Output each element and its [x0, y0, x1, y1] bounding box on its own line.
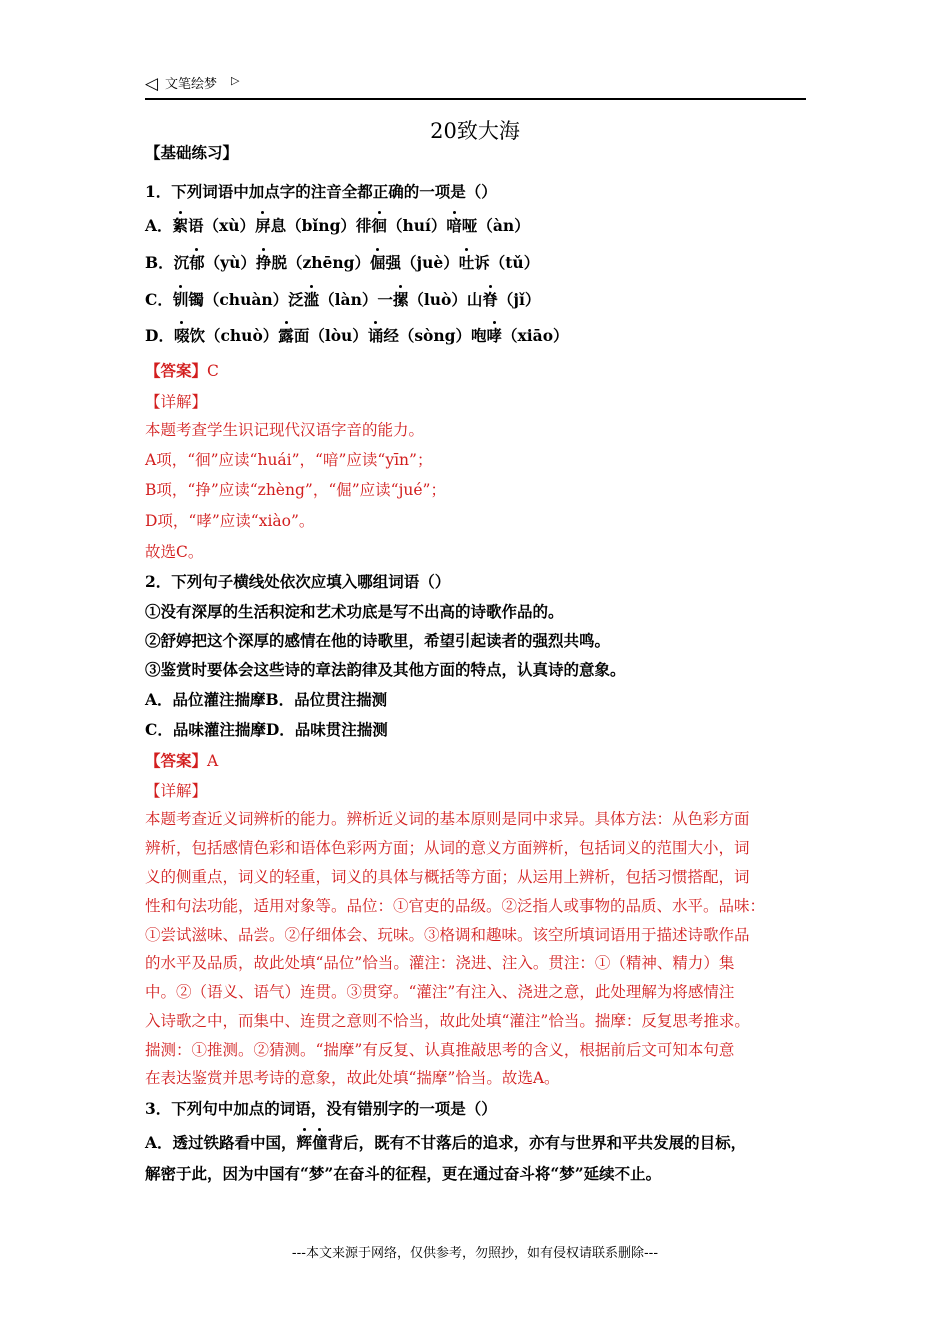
q1-answer [145, 360, 219, 382]
option-text: （jǐ） [497, 290, 541, 309]
dotted-char: 倔 [369, 253, 386, 272]
q2-sentence-3: ③鉴赏时要体会这些诗的章法韵律及其他方面的特点，认真诗的意象。 [145, 660, 626, 679]
option-label: B． [145, 253, 174, 272]
page-title: 20致大海 [430, 119, 520, 143]
q3-option-a-post: 背后，既有不甘落后的追求，亦有与世界和平共发展的目标， [327, 1133, 747, 1152]
option-text: （yù） [204, 253, 256, 272]
q1-option-d [145, 325, 569, 347]
q1-explanation-1: 本题考查学生识记现代汉语字音的能力。 [145, 421, 425, 439]
q2-sentence-1: ①没有深厚的生活积淀和艺术功底是写不出高的诗歌作品的。 [145, 602, 564, 621]
option-text: （xiāo） [502, 326, 569, 345]
header-brand: 文笔绘梦 [165, 77, 218, 92]
option-text: 息（bǐng）徘 [270, 216, 372, 235]
q2-explanation-line-7: 中。②（语义、语气）连贯。③贯穿。“灌注”有注入、浇进之意，此处理解为将感情注 [145, 983, 735, 1001]
q3-option-a-pre: A．透过铁路看中国， [145, 1133, 297, 1152]
dotted-char: 滥 [303, 290, 320, 309]
q1-explanation-5: 故选C。 [145, 543, 204, 561]
q2-answer-label: 【答案】 [145, 751, 208, 770]
option-text: 语（xù） [188, 216, 256, 235]
option-text: （làn）一 [319, 290, 393, 309]
q2-sentence-2: ②舒婷把这个深厚的感情在他的诗歌里，希望引起读者的强烈共鸣。 [145, 631, 611, 650]
dotted-char: 摞 [392, 290, 409, 309]
q1-explanation-2: A项，“徊”应读“huái”，“喑”应读“yīn”； [145, 451, 433, 469]
q3-option-a-line-1 [145, 1132, 746, 1154]
option-label: C． [145, 290, 173, 309]
q2-answer [145, 750, 218, 772]
page-header [145, 74, 806, 100]
option-text: 脱（zhēng） [271, 253, 370, 272]
option-text: （luò）山 [408, 290, 483, 309]
left-triangle-icon: ◁ [145, 74, 159, 94]
option-text: 哑（àn） [461, 216, 530, 235]
q2-explanation-line-1: 本题考查近义词辨析的能力。辨析近义词的基本原则是同中求异。具体方法：从色彩方面 [145, 810, 750, 828]
dotted-char: 徊 [371, 216, 387, 235]
option-text: 面（lòu） [293, 326, 368, 345]
option-text: 沉 [173, 253, 190, 272]
dotted-char: 露 [278, 326, 294, 345]
dotted-char: 屏 [255, 216, 271, 235]
dotted-char: 啜 [173, 326, 190, 345]
option-text: 经（sòng）咆 [383, 326, 487, 345]
q2-explanation-line-9: 揣测：①推测。②猜测。“揣摩”有反复、认真推敲思考的含义，根据前后文可知本句意 [145, 1041, 735, 1059]
dotted-char: 吐 [458, 253, 475, 272]
option-text: 强（juè） [385, 253, 459, 272]
q1-explanation-4: D项，“哮”应读“xiào”。 [145, 512, 315, 530]
page-footer: ---本文来源于网络，仅供参考，勿照抄，如有侵权请联系删除--- [291, 1246, 659, 1261]
right-triangle-icon: ▷ [231, 74, 240, 87]
dotted-char: 哮 [486, 326, 503, 345]
q2-answer-value: A [207, 752, 219, 770]
q2-explanation-line-2: 辨析，包括感情色彩和语体色彩两方面；从词的意义方面辨析，包括词义的范围大小，词 [145, 839, 750, 857]
option-label: A． [145, 216, 173, 235]
q1-option-a [145, 215, 530, 237]
section-heading: 【基础练习】 [145, 143, 239, 162]
q2-stem: 2．下列句子横线处依次应填入哪组词语（） [145, 572, 451, 591]
dotted-char: 挣 [255, 253, 272, 272]
q2-explanation-line-4: 性和句法功能，适用对象等。品位：①官吏的品级。②泛指人或事物的品质、水平。品味： [145, 897, 766, 915]
dotted-char: 脊 [482, 290, 498, 309]
q3-option-a-line-2: 解密于此，因为中国有“梦”在奋斗的征程，更在通过奋斗将“梦”延续不止。 [145, 1164, 662, 1183]
q1-answer-label: 【答案】 [145, 361, 208, 380]
q2-explanation-line-5: ①尝试滋味、品尝。②仔细体会、玩味。③格调和趣味。该空所填词语用于描述诗歌作品 [145, 926, 750, 944]
dotted-char: 钏 [172, 290, 189, 309]
q1-stem: 1．下列词语中加点字的注音全都正确的一项是（） [145, 182, 497, 201]
q3-stem: 3．下列句中加点的词语，没有错别字的一项是（） [145, 1099, 497, 1118]
q1-option-b [145, 252, 539, 274]
option-text: 饮（chuò） [189, 326, 279, 345]
q2-detail-label: 【详解】 [145, 782, 208, 800]
option-text: 诉（tǔ） [474, 253, 540, 272]
q1-answer-value: C [207, 362, 219, 380]
q2-explanation-line-6: 的水平及品质，故此处填“品位”恰当。灌注：浇进、注入。贯注：①（精神、精力）集 [145, 954, 735, 972]
q2-explanation-line-3: 义的侧重点，词义的轻重，词义的具体与概括等方面；从运用上辨析，包括习惯搭配，词 [145, 868, 750, 886]
q1-option-c [145, 289, 540, 311]
dotted-char: 辉 [296, 1133, 313, 1152]
dotted-char: 絮 [172, 216, 189, 235]
dotted-char: 喑 [446, 216, 462, 235]
option-label: D． [145, 326, 174, 345]
option-text: （huí） [386, 216, 447, 235]
q1-explanation-3: B项，“挣”应读“zhèng”，“倔”应读“jué”； [145, 481, 446, 499]
q2-options-ab: A．品位灌注揣摩B．品位贯注揣测 [145, 690, 388, 709]
option-text: 镯（chuàn）泛 [188, 290, 304, 309]
q1-detail-label: 【详解】 [145, 393, 208, 411]
q2-explanation-line-8: 入诗歌之中，而集中、连贯之意则不恰当，故此处填“灌注”恰当。揣摩：反复思考推求。 [145, 1012, 750, 1030]
dotted-char: 僮 [312, 1133, 328, 1152]
dotted-char: 诵 [367, 326, 384, 345]
q2-explanation-line-10: 在表达鉴赏并思考诗的意象，故此处填“揣摩”恰当。故选A。 [145, 1069, 560, 1087]
dotted-char: 郁 [189, 253, 205, 272]
q2-options-cd: C．品味灌注揣摩D．品味贯注揣测 [145, 720, 388, 739]
